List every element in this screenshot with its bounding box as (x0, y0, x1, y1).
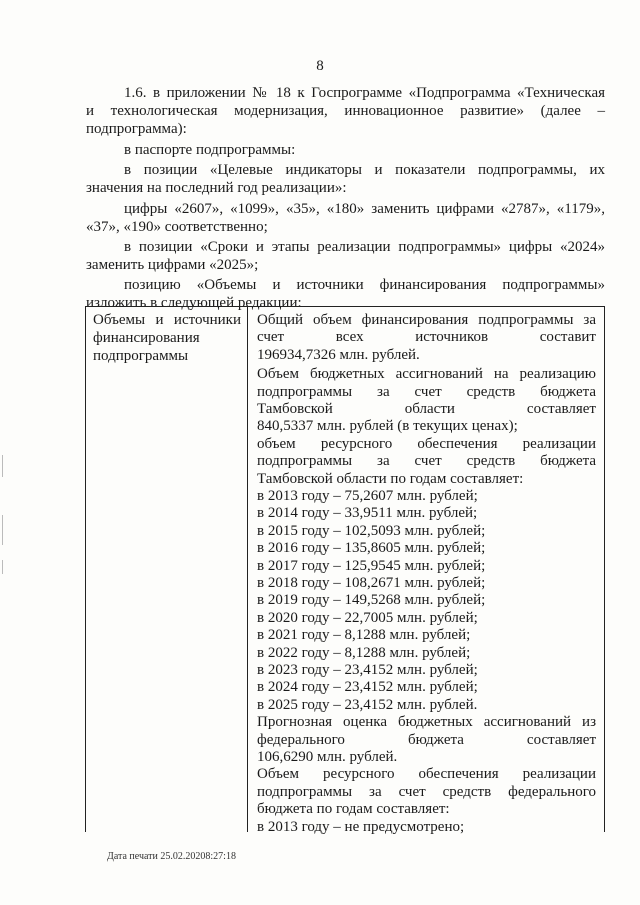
cell-content-line: в 2020 году – 22,7005 млн. рублей; (257, 609, 478, 626)
cell-content-line: подпрограммы за счет средств бюджета (257, 383, 596, 400)
cell-content-line: Объем бюджетных ассигнований на реализацию (257, 366, 596, 383)
paragraph-line: значения на последний год реализации»: (86, 180, 347, 196)
cell-content-line: Тамбовской области по годам составляет: (257, 470, 524, 487)
paragraph-line: 1.6. в приложении № 18 к Госпрограмме «Подпрограмма «Техническая (124, 85, 605, 101)
table-cell-content (247, 306, 605, 835)
cell-content-line: Общий объем финансирования подпрограммы за (257, 312, 596, 328)
cell-content-line: в 2015 году – 102,5093 млн. рублей; (257, 522, 486, 539)
paragraph-line: позицию «Объемы и источники финансирования подпрограммы» (124, 277, 605, 293)
cell-content-line: счет всех источников составит (257, 329, 596, 346)
cell-content-line: в 2016 году – 135,8605 млн. рублей; (257, 540, 486, 557)
cell-content-line: в 2021 году – 8,1288 млн. рублей; (257, 627, 471, 644)
cell-content-line: 196934,7326 млн. рублей. (257, 346, 420, 363)
paragraph-line: в позиции «Сроки и этапы реализации подпрограммы» цифры «2024» (124, 239, 605, 255)
cell-content-line: 106,6290 млн. рублей. (257, 749, 398, 765)
cell-content-line: в 2024 году – 23,4152 млн. рублей; (257, 679, 478, 696)
cell-content-line: подпрограммы за счет средств федерального (257, 783, 596, 800)
scan-mark (2, 515, 3, 545)
paragraph-line: цифры «2607», «1099», «35», «180» заменить цифрами «2787», «1179», (124, 201, 605, 217)
print-date: Дата печати 25.02.20208:27:18 (107, 851, 236, 862)
cell-content-line: в 2023 году – 23,4152 млн. рублей; (257, 662, 478, 678)
cell-content-line: 840,5337 млн. рублей (в текущих ценах); (257, 418, 518, 435)
cell-content-line: в 2013 году – 75,2607 млн. рублей; (257, 488, 478, 504)
cell-content-line: в 2019 году – 149,5268 млн. рублей; (257, 592, 486, 609)
cell-content-line: подпрограммы за счет средств бюджета (257, 453, 596, 470)
page-number: 8 (316, 58, 324, 74)
scan-mark (2, 455, 3, 477)
cell-content-line: Тамбовской области составляет (257, 401, 596, 417)
cell-content-line: в 2022 году – 8,1288 млн. рублей; (257, 644, 471, 661)
paragraph-line: в паспорте подпрограммы: (124, 142, 296, 158)
paragraph-line: «37», «190» соответственно; (86, 219, 268, 235)
cell-label-line: финансирования (93, 330, 200, 346)
cell-content-line: в 2025 году – 23,4152 млн. рублей. (257, 696, 478, 713)
cell-content-line: федерального бюджета составляет (257, 731, 596, 748)
cell-content-line: объем ресурсного обеспечения реализации (257, 435, 596, 452)
paragraph-line: в позиции «Целевые индикаторы и показатели подпрограммы, их (124, 162, 605, 178)
paragraph-line: заменить цифрами «2025»; (86, 257, 259, 273)
table-cell-label (85, 306, 248, 832)
cell-content-line: Объем ресурсного обеспечения реализации (257, 766, 596, 783)
cell-content-line: в 2018 году – 108,2671 млн. рублей; (257, 575, 486, 591)
cell-content-line: в 2013 году – не предусмотрено; (257, 818, 465, 835)
cell-content-line: бюджета по годам составляет: (257, 801, 450, 818)
cell-content-line: в 2017 году – 125,9545 млн. рублей; (257, 557, 486, 574)
paragraph-line: и технологическая модернизация, инновационное развитие» (далее – (86, 103, 605, 119)
scan-mark (2, 560, 3, 574)
paragraph-line: изложить в следующей редакции: (86, 295, 302, 311)
paragraph-line: подпрограмма): (86, 121, 187, 137)
cell-label-line: Объемы и источники (93, 312, 241, 328)
cell-content-line: в 2014 году – 33,9511 млн. рублей; (257, 505, 478, 522)
cell-label-line: подпрограммы (93, 348, 189, 364)
cell-content-line: Прогнозная оценка бюджетных ассигнований из (257, 714, 596, 731)
